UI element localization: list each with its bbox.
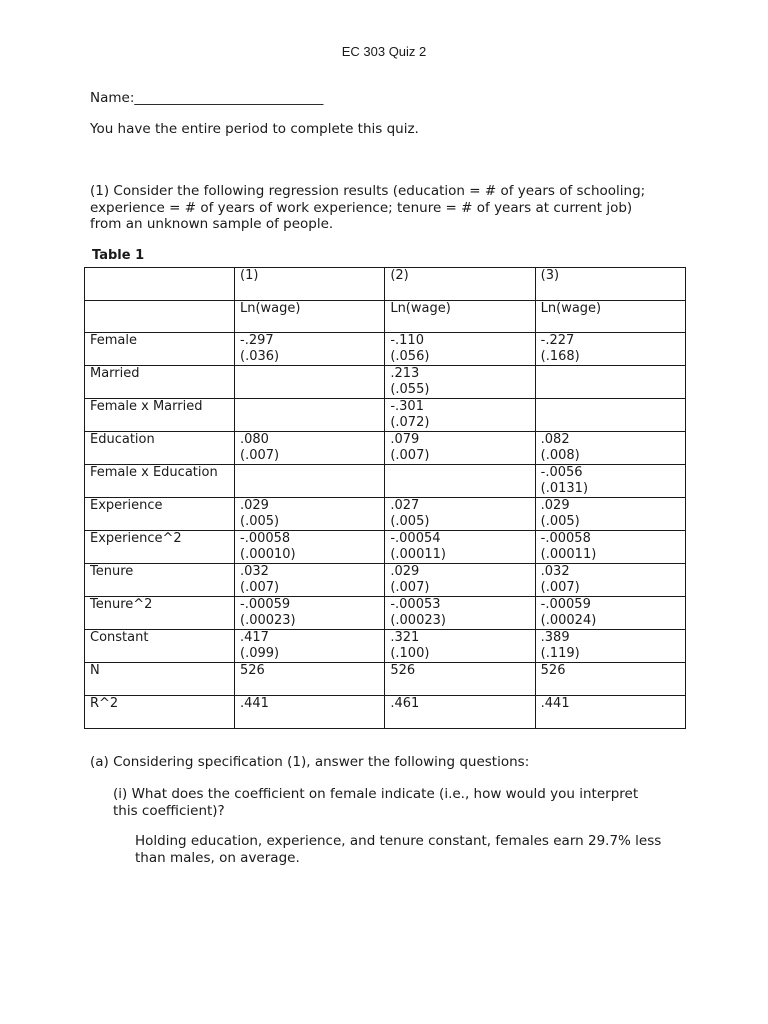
dependent-variable: Ln(wage) [535,300,685,333]
standard-error: (.0131) [540,481,589,497]
table-cell [535,498,685,531]
row-label: Experience^2 [85,531,235,564]
coefficient: -.00059 [240,597,291,613]
row-label: N [85,663,235,696]
table-row [85,564,686,597]
table-corner-cell [85,300,235,333]
table-cell [385,432,535,465]
question-1-text [90,183,645,233]
table-cell [235,564,385,597]
standard-error: (.008) [540,448,580,464]
standard-error: (.036) [240,349,280,365]
question-1-line: from an unknown sample of people. [90,216,334,232]
answer-text [135,833,661,866]
standard-error: (.00011) [540,547,597,563]
table-cell [535,663,685,696]
standard-error: (.007) [540,580,580,596]
standard-error: (.168) [540,349,580,365]
table-row [85,432,686,465]
coefficient: .029 [390,564,420,580]
standard-error: (.00023) [390,613,446,629]
table-cell [535,564,685,597]
row-label: Experience [85,498,235,531]
table-cell [385,333,535,366]
table-cell [535,630,685,663]
answer-line: than males, on average. [135,849,300,866]
standard-error: (.00023) [240,613,296,629]
table-row [85,465,686,498]
table-cell [235,399,385,432]
table-cell [235,432,385,465]
coefficient: .080 [240,432,269,448]
table-cell [235,630,385,663]
instructions: You have the entire period to complete this quiz. [90,121,419,137]
standard-error: (.007) [240,580,280,596]
question-1-line: experience = # of years of work experience; tenure = # of years at current job) [90,199,633,216]
table-cell [535,696,685,729]
row-label: Education [85,432,235,465]
column-header: (2) [385,268,535,301]
coefficient: .082 [540,432,570,448]
standard-error: (.072) [390,415,430,431]
table-row [85,498,686,531]
table-cell [235,663,385,696]
table-cell [385,465,535,498]
table-cell [385,366,535,399]
row-label: Female x Education [85,465,235,498]
table-row [85,399,686,432]
coefficient: 526 [390,663,416,679]
row-label: Tenure [85,564,235,597]
table-cell [535,597,685,630]
standard-error: (.007) [240,448,280,464]
table-corner-cell [85,268,235,301]
table-row [85,696,686,729]
table-cell [385,696,535,729]
coefficient: -.227 [540,333,575,349]
coefficient: -.00058 [240,531,291,547]
table-cell [235,531,385,564]
standard-error: (.007) [390,580,430,596]
coefficient: .321 [390,630,420,646]
coefficient: .029 [540,498,570,514]
column-header: (3) [535,268,685,301]
table-row [85,597,686,630]
row-label: Tenure^2 [85,597,235,630]
table-row [85,366,686,399]
table-cell [535,333,685,366]
table-cell [385,663,535,696]
part-a-prompt: (a) Considering specification (1), answer the following questions: [90,754,530,770]
table-cell [535,465,685,498]
table-cell [535,399,685,432]
standard-error: (.005) [240,514,280,530]
standard-error: (.00011) [390,547,446,563]
part-a-i-question [113,786,638,819]
table-cell [235,498,385,531]
coefficient: -.0056 [540,465,583,481]
coefficient: .213 [390,366,420,382]
row-label: Female x Married [85,399,235,432]
coefficient: .032 [240,564,269,580]
standard-error: (.00024) [540,613,597,629]
table-row [85,663,686,696]
table-cell [235,597,385,630]
coefficient: -.00059 [540,597,591,613]
regression-table [84,267,686,729]
coefficient: 526 [240,663,265,679]
standard-error: (.056) [390,349,430,365]
coefficient: .029 [240,498,269,514]
table-cell [385,630,535,663]
table-cell [385,498,535,531]
table-row [85,630,686,663]
coefficient: -.00054 [390,531,441,547]
table-cell [235,333,385,366]
table-cell [235,366,385,399]
table-cell [385,597,535,630]
standard-error: (.119) [540,646,580,662]
coefficient: .441 [240,696,269,712]
table-caption: Table 1 [92,248,145,263]
coefficient: .027 [390,498,420,514]
table-dependent-row [85,300,686,333]
dependent-variable: Ln(wage) [235,300,385,333]
table-header-row [85,268,686,301]
name-line: Name:____________________________ [90,90,324,106]
table-cell [235,696,385,729]
table-cell [385,531,535,564]
row-label: Constant [85,630,235,663]
question-line: (i) What does the coefficient on female indicate (i.e., how would you interpret [113,786,639,802]
column-header: (1) [235,268,385,301]
coefficient: .389 [540,630,570,646]
table-cell [535,531,685,564]
row-label: Married [85,366,235,399]
standard-error: (.099) [240,646,280,662]
table-cell [385,564,535,597]
table-row [85,531,686,564]
page-title: EC 303 Quiz 2 [341,44,427,59]
standard-error: (.00010) [240,547,296,563]
coefficient: 526 [540,663,566,679]
standard-error: (.100) [390,646,430,662]
table-cell [385,399,535,432]
coefficient: .417 [240,630,269,646]
coefficient: .032 [540,564,570,580]
standard-error: (.005) [390,514,430,530]
standard-error: (.055) [390,382,430,398]
row-label: Female [85,333,235,366]
question-line: this coefficient)? [113,802,225,819]
coefficient: -.297 [240,333,274,349]
standard-error: (.007) [390,448,430,464]
coefficient: .441 [540,696,570,712]
row-label: R^2 [85,696,235,729]
table-cell [535,366,685,399]
table-cell [535,432,685,465]
question-1-line: (1) Consider the following regression results (education = # of years of schooling; [90,183,646,199]
coefficient: -.110 [390,333,424,349]
coefficient: -.301 [390,399,424,415]
answer-line: Holding education, experience, and tenure constant, females earn 29.7% less [135,833,662,849]
table-cell [235,465,385,498]
coefficient: -.00053 [390,597,441,613]
dependent-variable: Ln(wage) [385,300,535,333]
standard-error: (.005) [540,514,580,530]
table-row [85,333,686,366]
coefficient: -.00058 [540,531,591,547]
coefficient: .079 [390,432,420,448]
coefficient: .461 [390,696,420,712]
